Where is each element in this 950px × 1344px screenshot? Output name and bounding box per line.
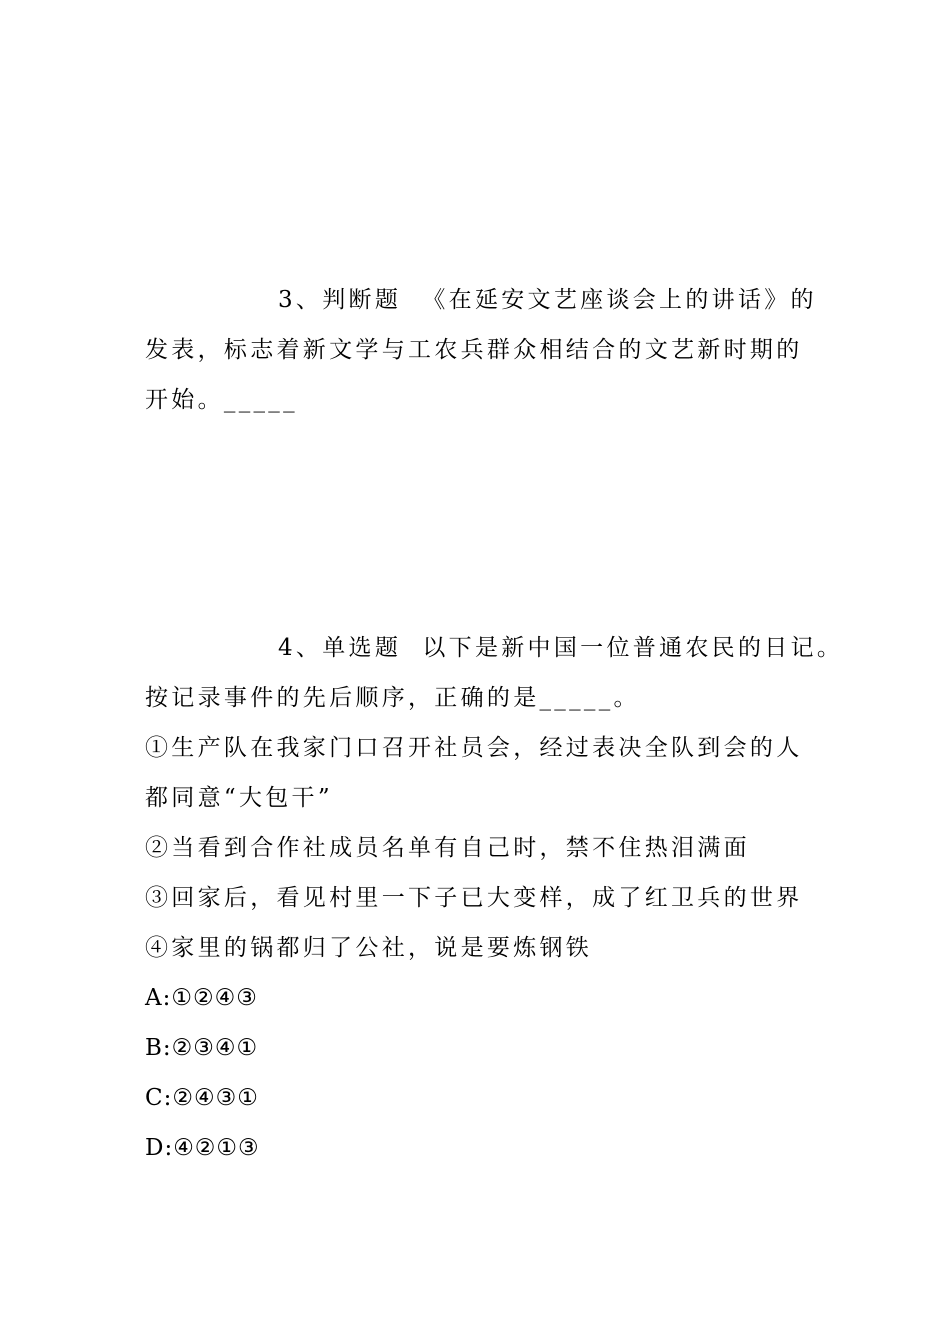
- q4-item-3: ③回家后，看见村里一下子已大变样，成了红卫兵的世界: [145, 885, 803, 911]
- q3-line-2: 发表，标志着新文学与工农兵群众相结合的文艺新时期的: [145, 337, 803, 363]
- q4-line-2: 按记录事件的先后顺序，正确的是_____。: [145, 685, 640, 711]
- q4-item-4: ④家里的锅都归了公社，说是要炼钢铁: [145, 935, 593, 961]
- q4-option-a: A:①②④③: [145, 985, 258, 1011]
- q4-option-c: C:②④③①: [145, 1085, 259, 1111]
- q4-option-d: D:④②①③: [145, 1135, 260, 1161]
- q3-line-3: 开始。_____: [145, 387, 298, 413]
- q4-line-1: 4、单选题 以下是新中国一位普通农民的日记。: [278, 635, 844, 661]
- q4-option-b: B:②③④①: [145, 1035, 259, 1061]
- q4-item-1-cont: 都同意“大包干”: [145, 785, 333, 811]
- q3-line-1: 3、判断题 《在延安文艺座谈会上的讲话》的: [278, 287, 817, 313]
- q4-item-1: ①生产队在我家门口召开社员会，经过表决全队到会的人: [145, 735, 803, 761]
- q4-item-2: ②当看到合作社成员名单有自己时，禁不住热泪满面: [145, 835, 750, 861]
